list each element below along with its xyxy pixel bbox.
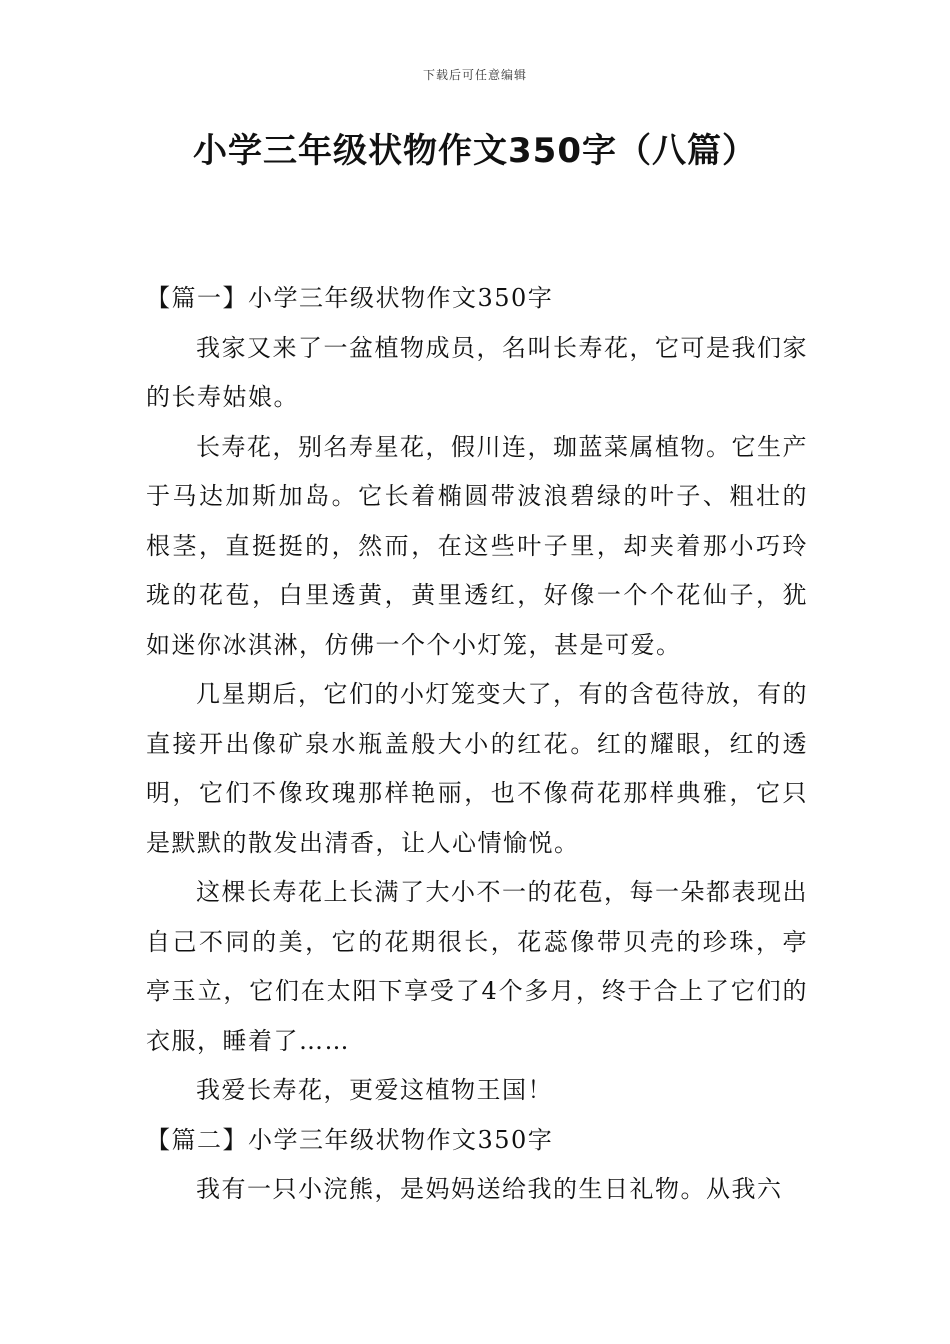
section-heading-2: 【篇二】小学三年级状物作文350字	[146, 1125, 554, 1154]
paragraph: 几星期后，它们的小灯笼变大了，有的含苞待放，有的直接开出像矿泉水瓶盖般大小的红花。红的耀眼，红的透明，它们不像玫瑰那样艳丽，也不像荷花那样典雅，它只是默默的散发出清香，让人心情愉悦。	[146, 680, 808, 857]
section-heading-1: 【篇一】小学三年级状物作文350字	[146, 284, 554, 312]
paragraph: 我家又来了一盆植物成员，名叫长寿花，它可是我们家的长寿姑娘。	[146, 333, 808, 411]
header-note: 下载后可任意编辑	[422, 68, 527, 82]
paragraph: 我爱长寿花，更爱这植物王国！	[196, 1076, 553, 1104]
paragraph: 这棵长寿花上长满了大小不一的花苞，每一朵都表现出自己不同的美，它的花期很长，花蕊像带贝壳的珍珠，亭亭玉立，它们在太阳下享受了4个多月，终于合上了它们的衣服，睡着了……	[146, 878, 808, 1055]
paragraph: 我有一只小浣熊，是妈妈送给我的生日礼物。从我六	[196, 1175, 783, 1203]
paragraph: 长寿花，别名寿星花，假川连，珈蓝菜属植物。它生产于马达加斯加岛。它长着椭圆带波浪碧绿的叶子、粗壮的根茎，直挺挺的，然而，在这些叶子里，却夹着那小巧玲珑的花苞，白里透黄，黄里透红，好像一个个花仙子，犹如迷你冰淇淋，仿佛一个个小灯笼，甚是可爱。	[146, 432, 808, 659]
document-body	[146, 274, 808, 1215]
document-title: 小学三年级状物作文350字（八篇）	[193, 131, 757, 171]
